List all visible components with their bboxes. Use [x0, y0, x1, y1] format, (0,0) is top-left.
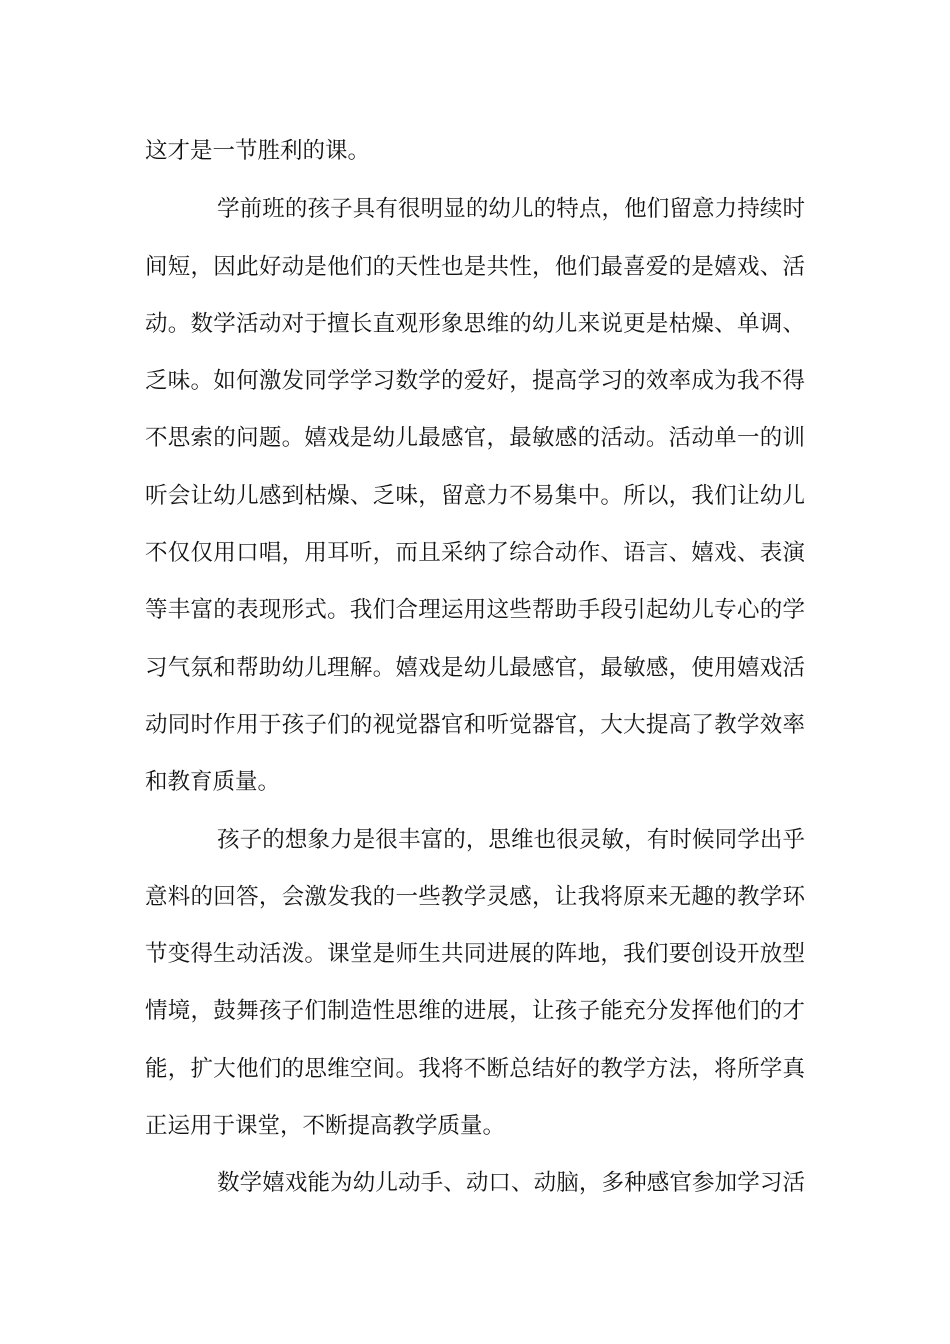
paragraph-first-line: 数学嬉戏能为幼儿动手、动口、动脑，多种感官参加学习活	[217, 1170, 805, 1196]
text-line: 节变得生动活泼。课堂是师生共同进展的阵地，我们要创设开放型	[145, 941, 805, 967]
text-line: 不思索的问题。嬉戏是幼儿最感官，最敏感的活动。活动单一的训	[145, 425, 805, 451]
text-line: 听会让幼儿感到枯燥、乏味，留意力不易集中。所以，我们让幼儿	[145, 483, 805, 509]
text-line: 动。数学活动对于擅长直观形象思维的幼儿来说更是枯燥、单调、	[145, 311, 805, 337]
text-line: 间短，因此好动是他们的天性也是共性，他们最喜爱的是嬉戏、活	[145, 254, 805, 280]
text-line: 能，扩大他们的思维空间。我将不断总结好的教学方法，将所学真	[145, 1056, 805, 1082]
text-line: 乏味。如何激发同学学习数学的爱好，提高学习的效率成为我不得	[145, 368, 805, 394]
text-line: 意料的回答，会激发我的一些教学灵感，让我将原来无趣的教学环	[145, 884, 805, 910]
text-line: 等丰富的表现形式。我们合理运用这些帮助手段引起幼儿专心的学	[145, 597, 805, 623]
text-line: 这才是一节胜利的课。	[145, 138, 371, 164]
paragraph-first-line: 孩子的想象力是很丰富的，思维也很灵敏，有时候同学出乎	[217, 827, 805, 853]
text-line: 和教育质量。	[145, 769, 281, 795]
text-line: 情境，鼓舞孩子们制造性思维的进展，让孩子能充分发挥他们的才	[145, 998, 805, 1024]
text-line: 动同时作用于孩子们的视觉器官和听觉器官，大大提高了教学效率	[145, 712, 805, 738]
paragraph-first-line: 学前班的孩子具有很明显的幼儿的特点，他们留意力持续时	[217, 196, 805, 222]
text-line: 正运用于课堂，不断提高教学质量。	[145, 1113, 506, 1139]
text-line: 不仅仅用口唱，用耳听，而且采纳了综合动作、语言、嬉戏、表演	[145, 540, 805, 566]
text-line: 习气氛和帮助幼儿理解。嬉戏是幼儿最感官，最敏感，使用嬉戏活	[145, 655, 805, 681]
